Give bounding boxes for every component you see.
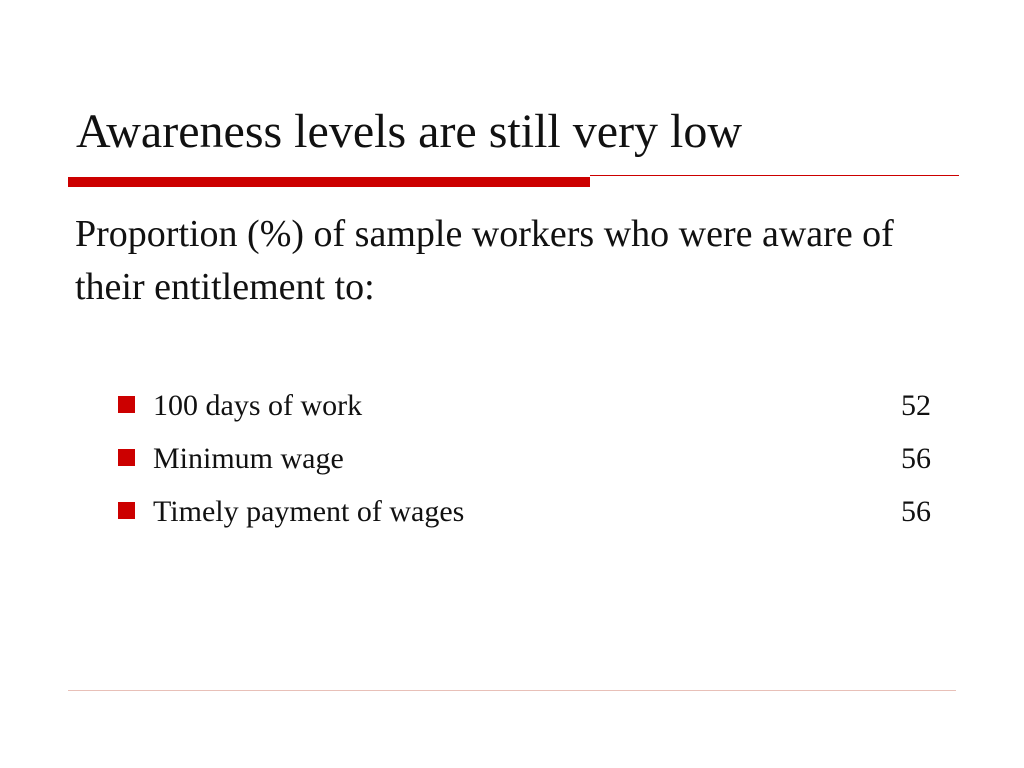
square-bullet-icon — [118, 449, 135, 466]
item-label: 100 days of work — [153, 389, 363, 422]
square-bullet-icon — [118, 502, 135, 519]
entitlement-list — [118, 380, 931, 539]
list-item — [118, 380, 931, 433]
item-value: 56 — [901, 495, 931, 528]
lead-text: Proportion (%) of sample workers who were aware of their entitlement to: — [75, 213, 894, 308]
footer-divider — [68, 690, 956, 691]
item-label: Minimum wage — [153, 442, 344, 475]
item-value: 56 — [901, 442, 931, 475]
list-item — [118, 433, 931, 486]
square-bullet-icon — [118, 396, 135, 413]
item-label: Timely payment of wages — [153, 495, 465, 528]
list-item — [118, 486, 931, 539]
title-underline-thick — [68, 177, 590, 187]
title-underline-thin — [590, 175, 959, 176]
item-value: 52 — [901, 389, 931, 422]
slide-title: Awareness levels are still very low — [76, 105, 743, 158]
